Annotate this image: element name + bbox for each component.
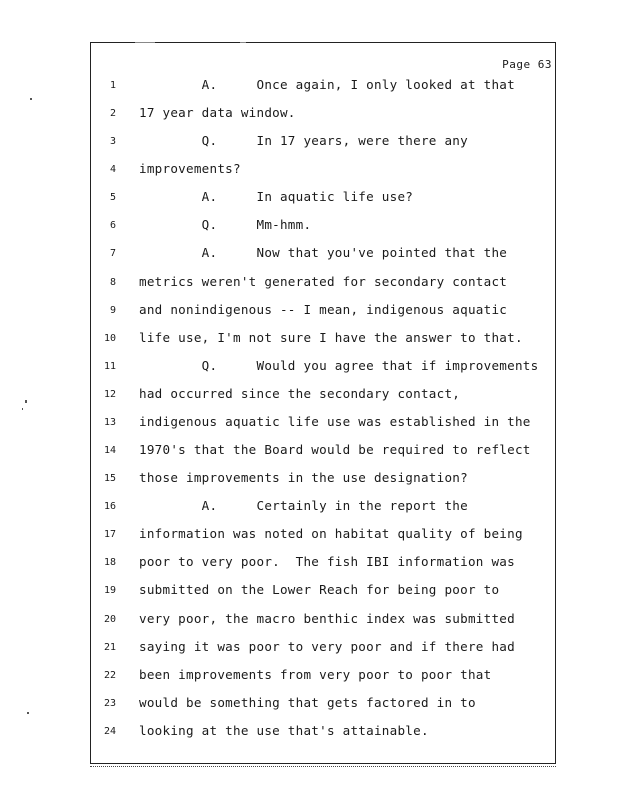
line-text: A. In aquatic life use? [139,189,414,205]
line-number: 6 [109,220,116,232]
line-number: 14 [103,445,116,457]
line-text: submitted on the Lower Reach for being poor to [139,582,500,598]
line-number: 7 [109,248,116,260]
line-text: would be something that gets factored in to [139,694,476,710]
transcript-line [0,695,618,715]
transcript-line [0,274,618,294]
line-text: 17 year data window. [139,105,296,121]
line-text: looking at the use that's attainable. [139,722,429,738]
line-number: 16 [103,501,116,513]
line-text: information was noted on habitat quality of being [139,526,523,542]
line-number: 17 [103,529,116,541]
line-number: 23 [103,697,116,709]
transcript-line [0,105,618,125]
line-text: saying it was poor to very poor and if there had [139,638,515,654]
line-text: life use, I'm not sure I have the answer to that. [139,329,523,345]
line-number: 24 [103,725,116,737]
line-number: 11 [103,360,116,372]
transcript-line [0,498,618,518]
line-number: 2 [109,108,116,120]
line-number: 5 [109,192,116,204]
transcript-line [0,554,618,574]
line-text: indigenous aquatic life use was established in the [139,413,531,429]
transcript-line [0,133,618,153]
line-text: poor to very poor. The fish IBI information was [139,554,515,570]
transcript-line [0,526,618,546]
transcript-line [0,582,618,602]
line-text: been improvements from very poor to poor that [139,666,492,682]
transcript-line [0,245,618,265]
line-number: 19 [103,585,116,597]
line-number: 15 [103,473,116,485]
transcript-line [0,77,618,97]
transcript-line [0,386,618,406]
line-text: Q. In 17 years, were there any [139,133,468,149]
line-text: Q. Would you agree that if improvements [139,357,539,373]
transcript-line [0,358,618,378]
line-text: Q. Mm-hmm. [139,217,312,233]
line-text: had occurred since the secondary contact, [139,385,461,401]
line-number: 13 [103,416,116,428]
bottom-rule [90,764,556,767]
transcript-line [0,161,618,181]
line-text: 1970's that the Board would be required to reflect [139,442,531,458]
line-text: A. Now that you've pointed that the [139,245,508,261]
line-number: 4 [109,164,116,176]
transcript-line [0,189,618,209]
line-number: 12 [103,388,116,400]
line-number: 10 [103,332,116,344]
transcript-line [0,723,618,743]
line-number: 3 [109,136,116,148]
page-number: Page 63 [502,58,552,71]
line-text: very poor, the macro benthic index was submitted [139,610,515,626]
transcript-line [0,217,618,237]
line-number: 21 [103,641,116,653]
line-number: 20 [103,613,116,625]
line-number: 1 [109,80,116,91]
line-number: 18 [103,557,116,569]
line-text: metrics weren't generated for secondary contact [139,273,508,289]
transcript-line [0,611,618,631]
line-text: A. Certainly in the report the [139,498,468,514]
line-text: A. Once again, I only looked at that [139,77,515,92]
line-text: those improvements in the use designation? [139,470,468,486]
transcript-line [0,639,618,659]
transcript-line [0,302,618,322]
transcript-line [0,442,618,462]
line-number: 9 [109,304,116,316]
line-number: 8 [109,276,116,288]
transcript-line [0,470,618,490]
line-text: and nonindigenous -- I mean, indigenous aquatic [139,301,508,317]
line-number: 22 [103,669,116,681]
transcript-line [0,414,618,434]
line-text: improvements? [139,161,241,177]
transcript-line [0,667,618,687]
transcript-line [0,330,618,350]
